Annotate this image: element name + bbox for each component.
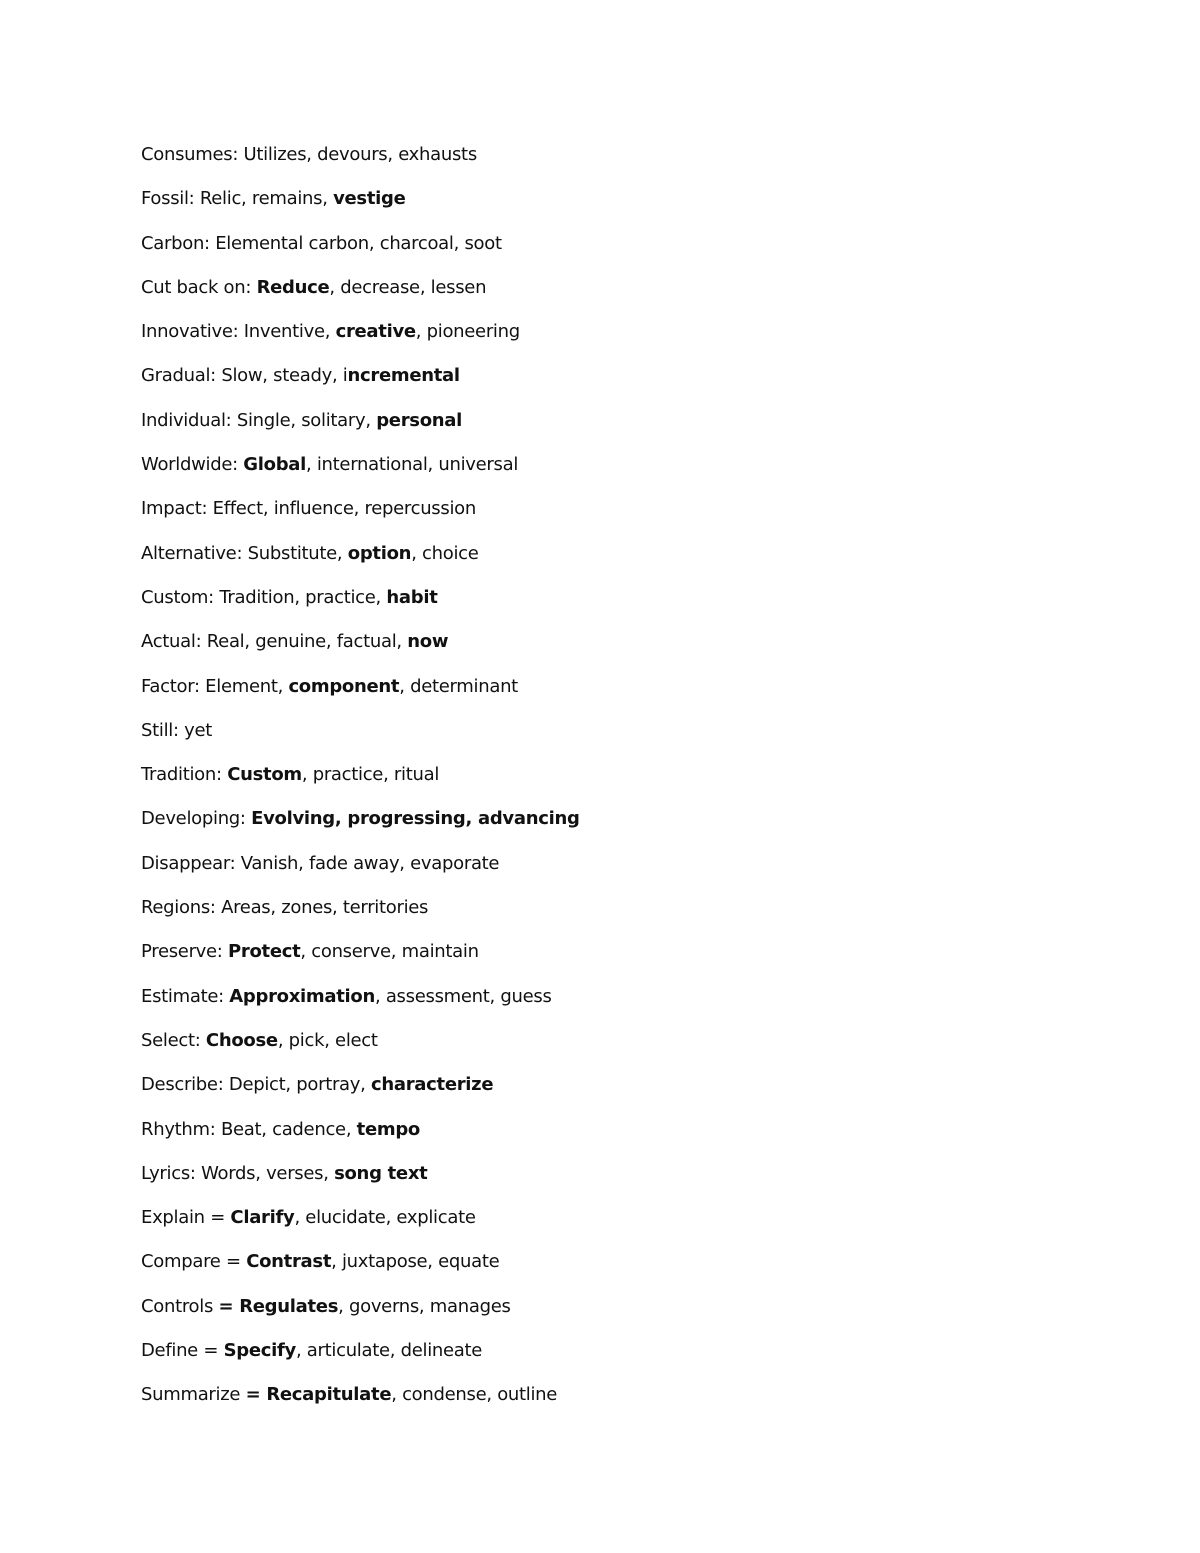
text-segment: , practice, ritual [301,764,440,786]
text-segment: Factor: Element, [141,675,289,697]
bold-text-segment: personal [376,409,462,431]
text-segment: , determinant [399,675,518,697]
text-segment: , pioneering [415,321,520,343]
text-segment: Select: [141,1029,206,1051]
bold-text-segment: habit [386,586,438,608]
synonym-entry [141,628,1041,672]
bold-text-segment: now [407,631,449,653]
text-segment: , juxtapose, equate [331,1251,500,1273]
text-segment: Carbon: Elemental carbon, charcoal, soot [141,232,502,254]
text-segment: , articulate, delineate [295,1340,483,1362]
synonym-entry [141,1337,1041,1381]
bold-text-segment: Global [243,454,307,476]
bold-text-segment: vestige [333,188,406,210]
synonym-entry [141,805,1041,849]
bold-text-segment: Evolving, progressing, advancing [251,808,580,830]
text-segment: Actual: Real, genuine, factual, [141,631,408,653]
text-segment: Alternative: Substitute, [141,542,348,564]
bold-text-segment: Clarify [230,1207,295,1229]
bold-text-segment: Custom [227,764,302,786]
bold-text-segment: Choose [205,1029,278,1051]
bold-text-segment: song text [334,1162,428,1184]
text-segment: Consumes: Utilizes, devours, exhausts [141,144,477,165]
synonym-entry [141,938,1041,982]
text-segment: Still: yet [141,719,213,741]
text-segment: , pick, elect [277,1029,378,1051]
synonym-entry [141,1160,1041,1204]
text-segment: Innovative: Inventive, [141,321,336,343]
text-segment: , elucidate, explicate [294,1207,476,1229]
text-segment: Rhythm: Beat, cadence, [141,1118,357,1140]
synonym-entry [141,274,1041,318]
synonym-entry [141,1293,1041,1337]
text-segment: , international, universal [306,454,519,476]
bold-text-segment: = Recapitulate [245,1384,392,1406]
text-segment: Developing: [141,808,252,830]
synonym-entry [141,230,1041,274]
synonym-entry [141,673,1041,717]
text-segment: Regions: Areas, zones, territories [141,897,429,919]
text-segment: , condense, outline [391,1384,558,1406]
synonym-entry [141,983,1041,1027]
text-segment: Lyrics: Words, verses, [141,1162,335,1184]
bold-text-segment: = Regulates [218,1295,339,1317]
synonym-entry [141,185,1041,229]
bold-text-segment: Reduce [256,276,330,298]
synonym-entry [141,1381,1041,1425]
text-segment: Disappear: Vanish, fade away, evaporate [141,852,500,874]
synonym-entry [141,1248,1041,1292]
bold-text-segment: Contrast [246,1251,332,1273]
bold-text-segment: Protect [227,941,301,963]
text-segment: Impact: Effect, influence, repercussion [141,498,476,520]
synonym-entry [141,1027,1041,1071]
text-segment: Describe: Depict, portray, [141,1074,371,1096]
text-segment: Tradition: [141,764,228,786]
text-segment: Gradual: Slow, steady, i [141,365,348,387]
text-segment: Explain = [141,1207,231,1229]
text-segment: , governs, manages [338,1295,511,1317]
text-segment: Cut back on: [141,276,257,298]
text-segment: Individual: Single, solitary, [141,409,377,431]
bold-text-segment: Specify [223,1340,296,1362]
synonym-entry [141,407,1041,451]
synonym-entry [141,850,1041,894]
text-segment: Custom: Tradition, practice, [141,586,387,608]
synonym-list [141,141,1041,1426]
bold-text-segment: characterize [370,1074,494,1096]
synonym-entry [141,761,1041,805]
synonym-entry [141,495,1041,539]
text-segment: Controls [141,1295,219,1317]
synonym-entry [141,362,1041,406]
synonym-entry [141,894,1041,938]
bold-text-segment: component [288,675,400,697]
synonym-entry [141,540,1041,584]
text-segment: Estimate: [141,985,230,1007]
text-segment: Summarize [141,1384,246,1406]
text-segment: , decrease, lessen [329,276,487,298]
synonym-entry [141,1116,1041,1160]
synonym-entry [141,584,1041,628]
bold-text-segment: creative [335,321,416,343]
text-segment: Preserve: [141,941,228,963]
synonym-entry [141,318,1041,362]
text-segment: , choice [411,542,479,564]
text-segment: Compare = [141,1251,247,1273]
synonym-entry [141,1071,1041,1115]
text-segment: Worldwide: [141,454,244,476]
bold-text-segment: tempo [356,1118,420,1140]
text-segment: Fossil: Relic, remains, [141,188,334,210]
text-segment: , assessment, guess [374,985,552,1007]
text-segment: Define = [141,1340,224,1362]
bold-text-segment: Approximation [229,985,375,1007]
bold-text-segment: ncremental [347,365,460,387]
synonym-entry [141,717,1041,761]
synonym-entry [141,141,1041,185]
bold-text-segment: option [347,542,412,564]
synonym-entry [141,1204,1041,1248]
synonym-entry [141,451,1041,495]
text-segment: , conserve, maintain [300,941,479,963]
